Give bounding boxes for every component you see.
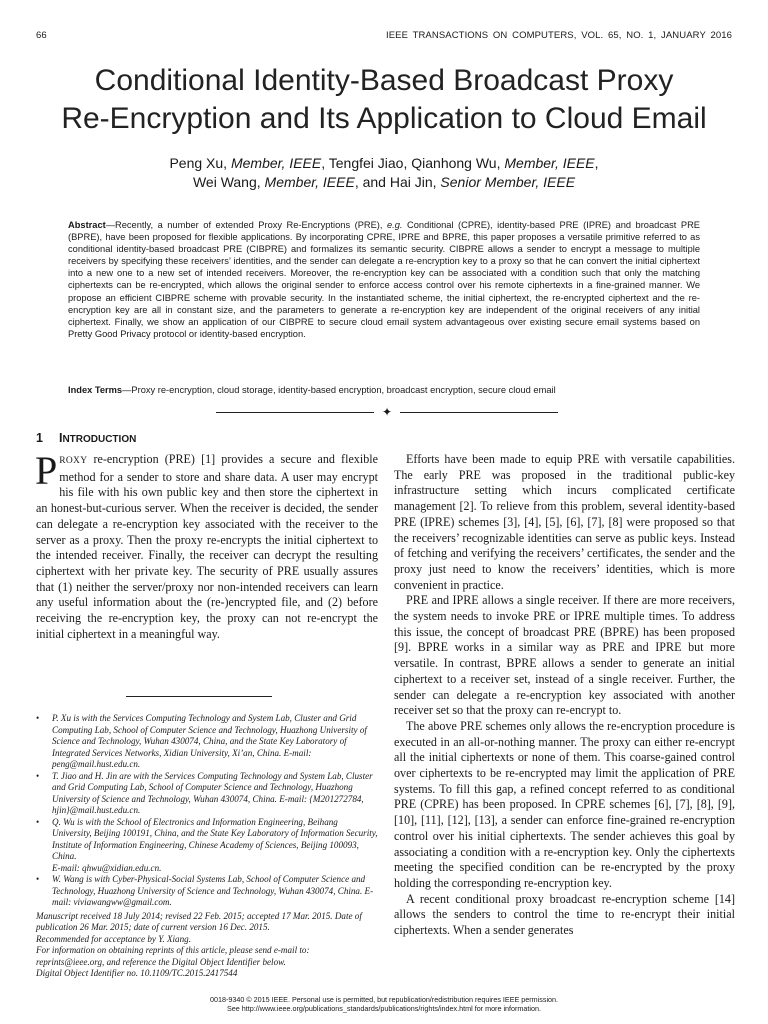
author-name: , and Hai Jin, (354, 174, 437, 190)
index-terms-label: Index Terms (68, 385, 123, 395)
section-title-rest: NTRODUCTION (62, 434, 137, 445)
page-number: 66 (36, 30, 47, 41)
reprints-info: For information on obtaining reprints of this article, please send e-mail to: reprints@ieee.org, and reference the Digital Object Identifier below. (36, 945, 310, 967)
title-line-2: Re-Encryption and Its Application to Cloud Email (61, 102, 707, 135)
recommended-by: Recommended for acceptance by Y. Xiang. (36, 933, 191, 944)
author-separator: , (594, 155, 599, 171)
copyright-line-2: See http://www.ieee.org/publications_standards/publications/rights/index.html for more information. (226, 1004, 542, 1013)
footnote-rule (126, 696, 272, 697)
abstract-eg: e.g. (387, 220, 403, 230)
affiliation-footnote (36, 817, 378, 875)
index-terms-text: —Proxy re-encryption, cloud storage, identity-based encryption, broadcast encryption, secure cloud email (122, 385, 556, 395)
author-role: Member, IEEE (230, 155, 322, 171)
abstract-label: Abstract (68, 220, 106, 230)
footnote-text: W. Wang is with Cyber-Physical-Social Systems Lab, School of Computer Science and Technology, Huazhong University of Science and Technology, Wuhan 430074, China. E-mail: viviawangww@gmail.com. (52, 874, 374, 907)
bullet-icon: • (36, 874, 40, 884)
author-role: Member, IEEE (504, 155, 595, 171)
copyright-line-1: 0018-9340 © 2015 IEEE. Personal use is permitted, but republication/redistribution requires IEEE permission. (209, 995, 559, 1004)
author-role: Senior Member, IEEE (440, 174, 576, 190)
paper-title (20, 62, 748, 138)
section-title-initial: I (58, 431, 63, 445)
author-name: Peng Xu, (169, 155, 228, 171)
author-list (40, 154, 728, 192)
affiliation-footnote (36, 713, 378, 771)
separator-diamond-icon: ✦ (381, 405, 393, 419)
abstract (68, 219, 700, 340)
body-paragraph: Efforts have been made to equip PRE with versatile capabilities. The early PRE was proposed in the traditional public-key infrastructure setting which incurs complicated certificate management [2]. To relieve from this problem, several identity-based PRE (IPRE) schemes [3], [4], [5], [6], [7], [8] were proposed so that the receivers’ recognizable identities can serve as public keys. Instead of fetching and verifying the receivers’ certificates, the sender and the proxy just need to know the receivers’ identities, which is more convenient in practice. (394, 452, 735, 592)
bullet-icon: • (36, 770, 40, 781)
body-paragraph: A recent conditional proxy broadcast re-encryption scheme [14] allows the senders to control the time to re-encrypt their initial ciphertexts. When a sender generates (394, 891, 735, 938)
intro-text: re-encryption (PRE) [1] provides a secure and flexible method for a sender to store and share data. A user may encrypt his file with his own public key and then store the ciphertext in an honest-but-curious server. When the receiver is decided, the sender can delegate a re-encryption key associated with the receiver to the server as a proxy. Then the proxy re-encrypts the initial ciphertext to the intended receiver. Finally, the receiver can decrypt the resulting ciphertext with her private key. The security of PRE usually assures that (1) neither the server/proxy nor non-intended receivers can learn any useful information about the (re-)encrypted file, and (2) before receiving the re-encryption key, the proxy can not re-encrypt the initial ciphertext in a meaningful way. (36, 452, 378, 641)
author-line-2 (40, 173, 728, 192)
bullet-icon: • (36, 713, 40, 723)
separator-rule-left (216, 412, 374, 413)
body-paragraph: The above PRE schemes only allows the re-encryption procedure is executed in an all-or-nothing manner. The proxy can either re-encrypt all the initial ciphertexts or none of them. This coarse-gained control over ciphertexts to be re-encrypted may limit the application of PRE systems. To fill this gap, a refined concept referred to as conditional PRE (CPRE) has been proposed. In CPRE schemes [6], [7], [8], [9], [10], [11], [12], [13], a sender can enforce fine-grained re-encryption control over his initial ciphertexts. The sender achieves this goal by associating a condition with a re-encryption key. Only the ciphertexts meeting the specified condition can be re-encrypted by the proxy holding the corresponding re-encryption key. (394, 718, 735, 890)
affiliation-footnote (36, 874, 378, 909)
author-line-1 (40, 154, 728, 173)
abstract-text-1: —Recently, a number of extended Proxy Re-Encryptions (PRE), (105, 220, 383, 230)
doi: Digital Object Identifier no. 10.1109/TC.2015.2417544 (36, 968, 238, 978)
intro-smallcaps: ROXY (59, 456, 88, 466)
footnote-text: T. Jiao and H. Jin are with the Services Computing Technology and System Lab, Cluster and Grid Computing Lab, School of Computer Science and Technology, Huazhong University of Science and Technology, Wuhan 430074, China. E-mail: {M201272784, hjin}@mail.hust.edu.cn. (52, 770, 373, 815)
intro-paragraph (35, 448, 378, 642)
running-header (36, 30, 732, 44)
journal-citation: IEEE TRANSACTIONS ON COMPUTERS, VOL. 65, NO. 1, JANUARY 2016 (385, 30, 732, 41)
author-name: , Tengfei Jiao, Qianhong Wu, (321, 155, 501, 171)
separator-rule-right (400, 412, 558, 413)
body-paragraph: PRE and IPRE allows a single receiver. If there are more receivers, the system needs to invoke PRE or IPRE multiple times. To address this issue, the concept of broadcast PRE (BPRE) has been proposed [9]. BPRE works in a similar way as PRE and IPRE but more versatile. In contrast, BPRE allows a sender to generate an initial ciphertext to a receiver set, instead of a single receiver. Further, the sender can delegate a re-encryption key associated with another receiver set so that the proxy can re-encrypt to. (394, 593, 735, 718)
abstract-text-2: Conditional (CPRE), identity-based PRE (IPRE) and broadcast PRE (BPRE), have been proposed for flexible applications. By incorporating CPRE, IPRE and BPRE, this paper proposes a versatile primitive referred to as conditional identity-based broadcast PRE (CIBPRE) and formalizes its semantic security. CIBPRE allows a sender to encrypt a message to multiple receivers by specifying these receivers’ identities, and the sender can delegate a re-encryption key to a proxy so that he can convert the initial ciphertext into a new one to a new set of intended receivers. Moreover, the re-encryption key can be associated with a condition such that only the matching ciphertexts can be re-encrypted, which allows the original sender to enforce access control over his remote ciphertexts in a fine-grained manner. We propose an efficient CIBPRE scheme with provable security. In the instantiated scheme, the initial ciphertext, the re-encrypted ciphertext and the re-encryption key are all in constant size, and the parameters to generate a re-encryption key are independent of the original receivers of any initial ciphertext. Finally, we show an application of our CIBPRE to secure cloud email system advantageous over existing secure email systems based on Pretty Good Privacy protocol or identity-based encryption. (68, 220, 700, 339)
footnote-text: Q. Wu is with the School of Electronics and Information Engineering, Beihang University, Beijing 100191, China, and the State Key Laboratory of Information Security, Institute of Information Engineering, Chinese Academy of Sciences, Beijing 100093, China. (52, 816, 378, 861)
copyright-notice (60, 995, 708, 1013)
section-number: 1 (36, 431, 43, 445)
section-separator (216, 406, 558, 418)
author-role: Member, IEEE (264, 174, 355, 190)
index-terms (68, 384, 700, 396)
footnote-email: E-mail: qhwu@xidian.edu.cn. (52, 862, 162, 873)
manuscript-dates: Manuscript received 18 July 2014; revised 22 Feb. 2015; accepted 17 Mar. 2015. Date of publication 26 Mar. 2015; date of current version 16 Dec. 2015. (36, 910, 362, 932)
drop-cap: P (35, 448, 58, 493)
footnote-text: P. Xu is with the Services Computing Technology and System Lab, Cluster and Grid Computing Lab, School of Computer Science and Technology, Huazhong University of Science and Technology, Wuhan 430074, China, and the State Key Laboratory of Integrated Services Networks, Xidian University, Xi’an, China. E-mail: peng@mail.hust.edu.cn. (52, 713, 367, 769)
footnotes (36, 713, 378, 980)
section-heading (36, 431, 136, 445)
author-name: Wei Wang, (192, 174, 261, 190)
bullet-icon: • (36, 816, 40, 827)
left-column (35, 448, 378, 642)
affiliation-footnote (36, 771, 378, 817)
right-column (394, 452, 735, 939)
title-line-1: Conditional Identity-Based Broadcast Proxy (94, 64, 674, 97)
